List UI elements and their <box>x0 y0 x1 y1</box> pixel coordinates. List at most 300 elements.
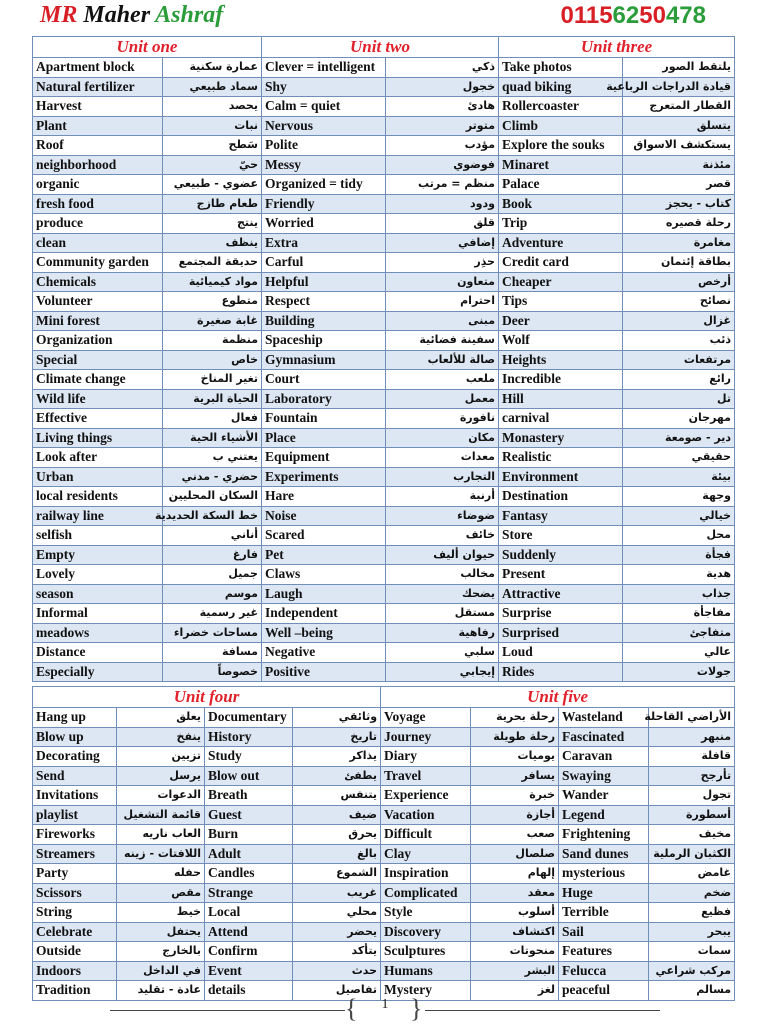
english-word: Informal <box>33 604 163 624</box>
english-word: carnival <box>499 409 623 429</box>
arabic-meaning: يرسل <box>117 766 205 786</box>
arabic-meaning: محل <box>623 526 735 546</box>
arabic-meaning: أسطورة <box>649 805 735 825</box>
arabic-meaning: مكان <box>386 428 499 448</box>
arabic-meaning: تأرجح <box>649 766 735 786</box>
english-word: mysterious <box>559 864 649 884</box>
arabic-meaning: الكثبان الرملية <box>649 844 735 864</box>
arabic-meaning: مساحات خضراء <box>163 623 262 643</box>
arabic-meaning: ودود <box>386 194 499 214</box>
english-word: Fascinated <box>559 727 649 747</box>
table-row <box>33 805 735 825</box>
english-word: Surprised <box>499 623 623 643</box>
english-word: Guest <box>205 805 293 825</box>
english-word: Especially <box>33 662 163 682</box>
english-word: Adventure <box>499 233 623 253</box>
arabic-meaning: أرنبة <box>386 487 499 507</box>
arabic-meaning: يحرق <box>293 825 381 845</box>
english-word: Burn <box>205 825 293 845</box>
arabic-meaning: خجول <box>386 77 499 97</box>
english-word: Adult <box>205 844 293 864</box>
author-brand <box>40 2 223 29</box>
table-row <box>33 116 735 136</box>
brand-first-name: Maher <box>83 2 151 28</box>
arabic-meaning: عالي <box>623 643 735 663</box>
arabic-meaning: بالغ <box>293 844 381 864</box>
english-word: Candles <box>205 864 293 884</box>
arabic-meaning: مئذنة <box>623 155 735 175</box>
unit-heading: Unit one <box>33 37 262 58</box>
english-word: Climb <box>499 116 623 136</box>
page-header <box>0 0 768 34</box>
arabic-meaning: حديقة المجتمع <box>163 253 262 273</box>
english-word: Claws <box>262 565 386 585</box>
english-word: playlist <box>33 805 117 825</box>
english-word: Wolf <box>499 331 623 351</box>
arabic-meaning: الحياة البرية <box>163 389 262 409</box>
english-word: Attractive <box>499 584 623 604</box>
arabic-meaning: منظمة <box>163 331 262 351</box>
english-word: Carful <box>262 253 386 273</box>
english-word: Blow up <box>33 727 117 747</box>
table-row <box>33 584 735 604</box>
arabic-meaning: اللافتات - زينه <box>117 844 205 864</box>
arabic-meaning: ذكي <box>386 58 499 78</box>
arabic-meaning: رحلة قصيره <box>623 214 735 234</box>
table-row <box>33 643 735 663</box>
arabic-meaning: ضيف <box>293 805 381 825</box>
arabic-meaning: ينفخ <box>117 727 205 747</box>
english-word: Monastery <box>499 428 623 448</box>
arabic-meaning: إلهام <box>471 864 559 884</box>
english-word: Hare <box>262 487 386 507</box>
english-word: Huge <box>559 883 649 903</box>
arabic-meaning: مؤدب <box>386 136 499 156</box>
english-word: Celebrate <box>33 922 117 942</box>
english-word: Incredible <box>499 370 623 390</box>
english-word: Laboratory <box>262 389 386 409</box>
english-word: Pet <box>262 545 386 565</box>
arabic-meaning: القطار المتعرج <box>623 97 735 117</box>
english-word: Outside <box>33 942 117 962</box>
table-row <box>33 506 735 526</box>
arabic-meaning: معدات <box>386 448 499 468</box>
english-word: Mini forest <box>33 311 163 331</box>
english-word: Living things <box>33 428 163 448</box>
english-word: Fountain <box>262 409 386 429</box>
arabic-meaning: حيوان أليف <box>386 545 499 565</box>
english-word: Urban <box>33 467 163 487</box>
english-word: Humans <box>381 961 471 981</box>
english-word: Explore the souks <box>499 136 623 156</box>
arabic-meaning: غريب <box>293 883 381 903</box>
english-word: Volunteer <box>33 292 163 312</box>
arabic-meaning: نبات <box>163 116 262 136</box>
english-word: Send <box>33 766 117 786</box>
table-row <box>33 961 735 981</box>
arabic-meaning: في الداخل <box>117 961 205 981</box>
english-word: Extra <box>262 233 386 253</box>
english-word: Distance <box>33 643 163 663</box>
arabic-meaning: قلق <box>386 214 499 234</box>
arabic-meaning: يوميات <box>471 747 559 767</box>
table-row <box>33 487 735 507</box>
english-word: Journey <box>381 727 471 747</box>
table-row <box>33 727 735 747</box>
arabic-meaning: متفاجئ <box>623 623 735 643</box>
arabic-meaning: فجأة <box>623 545 735 565</box>
arabic-meaning: التجارب <box>386 467 499 487</box>
english-word: Attend <box>205 922 293 942</box>
arabic-meaning: يلتقط الصور <box>623 58 735 78</box>
table-row <box>33 233 735 253</box>
english-word: Terrible <box>559 903 649 923</box>
arabic-meaning: إضافي <box>386 233 499 253</box>
english-word: Special <box>33 350 163 370</box>
arabic-meaning: تل <box>623 389 735 409</box>
english-word: Look after <box>33 448 163 468</box>
arabic-meaning: يحضر <box>293 922 381 942</box>
phone-number <box>560 2 706 30</box>
arabic-meaning: رحلة طويلة <box>471 727 559 747</box>
arabic-meaning: سمات <box>649 942 735 962</box>
arabic-meaning: حذِر <box>386 253 499 273</box>
english-word: Store <box>499 526 623 546</box>
brand-last-name: Ashraf <box>155 2 224 28</box>
arabic-meaning: البشر <box>471 961 559 981</box>
arabic-meaning: خاص <box>163 350 262 370</box>
english-word: Event <box>205 961 293 981</box>
arabic-meaning: مسالم <box>649 981 735 1001</box>
table-row <box>33 604 735 624</box>
arabic-meaning: سفينة فضائية <box>386 331 499 351</box>
english-word: Take photos <box>499 58 623 78</box>
english-word: Experiments <box>262 467 386 487</box>
english-word: Local <box>205 903 293 923</box>
table-row <box>33 389 735 409</box>
english-word: local residents <box>33 487 163 507</box>
english-word: Book <box>499 194 623 214</box>
right-brace: } <box>410 994 423 1023</box>
table-row <box>33 545 735 565</box>
english-word: Natural fertilizer <box>33 77 163 97</box>
arabic-meaning: مركب شراعي <box>649 961 735 981</box>
english-word: Shy <box>262 77 386 97</box>
arabic-meaning: عادة - تقليد <box>117 981 205 1001</box>
english-word: selfish <box>33 526 163 546</box>
english-word: Fireworks <box>33 825 117 845</box>
english-word: Cheaper <box>499 272 623 292</box>
table-row <box>33 883 735 903</box>
arabic-meaning: وجهة <box>623 487 735 507</box>
arabic-meaning: مفاجأة <box>623 604 735 624</box>
english-word: Apartment block <box>33 58 163 78</box>
arabic-meaning: مسافة <box>163 643 262 663</box>
arabic-meaning: مغامرة <box>623 233 735 253</box>
arabic-meaning: فظيع <box>649 903 735 923</box>
table-row <box>33 292 735 312</box>
english-word: Equipment <box>262 448 386 468</box>
arabic-meaning: غامض <box>649 864 735 884</box>
phone-part: 50 <box>639 2 666 29</box>
english-word: Scissors <box>33 883 117 903</box>
table-row <box>33 58 735 78</box>
english-word: Vacation <box>381 805 471 825</box>
arabic-meaning: مواد كيميائية <box>163 272 262 292</box>
arabic-meaning: يبحر <box>649 922 735 942</box>
english-word: Laugh <box>262 584 386 604</box>
arabic-meaning: يعلق <box>117 708 205 728</box>
english-word: Calm = quiet <box>262 97 386 117</box>
english-word: Indoors <box>33 961 117 981</box>
vocabulary-sheet <box>32 36 734 1001</box>
arabic-meaning: يستكشف الاسواق <box>623 136 735 156</box>
arabic-meaning: رفاهية <box>386 623 499 643</box>
english-word: Empty <box>33 545 163 565</box>
english-word: Blow out <box>205 766 293 786</box>
english-word: Party <box>33 864 117 884</box>
table-row <box>33 844 735 864</box>
english-word: Present <box>499 565 623 585</box>
english-word: Felucca <box>559 961 649 981</box>
english-word: Effective <box>33 409 163 429</box>
english-word: railway line <box>33 506 163 526</box>
arabic-meaning: تغير المناخ <box>163 370 262 390</box>
arabic-meaning: منحوتات <box>471 942 559 962</box>
english-word: Loud <box>499 643 623 663</box>
arabic-meaning: سلبي <box>386 643 499 663</box>
arabic-meaning: تفاصيل <box>293 981 381 1001</box>
arabic-meaning: يحتفل <box>117 922 205 942</box>
arabic-meaning: بطاقة إئتمان <box>623 253 735 273</box>
arabic-meaning: ينتج <box>163 214 262 234</box>
arabic-meaning: الشموع <box>293 864 381 884</box>
arabic-meaning: منظم = مرتب <box>386 175 499 195</box>
english-word: Plant <box>33 116 163 136</box>
english-word: Style <box>381 903 471 923</box>
english-word: Respect <box>262 292 386 312</box>
arabic-meaning: صالة للألعاب <box>386 350 499 370</box>
table-row <box>33 708 735 728</box>
arabic-meaning: يضحك <box>386 584 499 604</box>
english-word: Mystery <box>381 981 471 1001</box>
english-word: Noise <box>262 506 386 526</box>
table-row <box>33 942 735 962</box>
arabic-meaning: تاريخ <box>293 727 381 747</box>
table-row <box>33 747 735 767</box>
english-word: Hang up <box>33 708 117 728</box>
arabic-meaning: متوتر <box>386 116 499 136</box>
unit-heading: Unit five <box>381 687 735 708</box>
table-row <box>33 526 735 546</box>
english-word: Helpful <box>262 272 386 292</box>
english-word: History <box>205 727 293 747</box>
english-word: String <box>33 903 117 923</box>
english-word: Worried <box>262 214 386 234</box>
footer-rule-left <box>110 1010 345 1011</box>
arabic-meaning: كتاب - يحجز <box>623 194 735 214</box>
arabic-meaning: يتنفس <box>293 786 381 806</box>
english-word: Independent <box>262 604 386 624</box>
english-word: Realistic <box>499 448 623 468</box>
english-word: Hill <box>499 389 623 409</box>
table-row <box>33 370 735 390</box>
arabic-meaning: وثائقي <box>293 708 381 728</box>
english-word: Lovely <box>33 565 163 585</box>
english-word: Court <box>262 370 386 390</box>
english-word: Decorating <box>33 747 117 767</box>
table-row <box>33 825 735 845</box>
phone-part: 478 <box>665 2 706 29</box>
english-word: Polite <box>262 136 386 156</box>
arabic-meaning: الأراضي القاحلة <box>649 708 735 728</box>
english-word: Organization <box>33 331 163 351</box>
english-word: Strange <box>205 883 293 903</box>
english-word: Voyage <box>381 708 471 728</box>
table-row <box>33 903 735 923</box>
arabic-meaning: بيئة <box>623 467 735 487</box>
page-footer <box>0 994 768 1024</box>
english-word: Nervous <box>262 116 386 136</box>
english-word: Wild life <box>33 389 163 409</box>
arabic-meaning: هادئ <box>386 97 499 117</box>
english-word: Rollercoaster <box>499 97 623 117</box>
left-brace: { <box>345 994 358 1023</box>
table-row <box>33 565 735 585</box>
arabic-meaning: طعام طازج <box>163 194 262 214</box>
arabic-meaning: غزال <box>623 311 735 331</box>
arabic-meaning: متعاون <box>386 272 499 292</box>
english-word: Rides <box>499 662 623 682</box>
english-word: Suddenly <box>499 545 623 565</box>
arabic-meaning: غير رسمية <box>163 604 262 624</box>
arabic-meaning: سَطح <box>163 136 262 156</box>
arabic-meaning: سماد طبيعي <box>163 77 262 97</box>
english-word: Sail <box>559 922 649 942</box>
english-word: Experience <box>381 786 471 806</box>
english-word: Surprise <box>499 604 623 624</box>
english-word: Well –being <box>262 623 386 643</box>
arabic-meaning: مرتفعات <box>623 350 735 370</box>
arabic-meaning: نصائح <box>623 292 735 312</box>
english-word: Climate change <box>33 370 163 390</box>
english-word: Streamers <box>33 844 117 864</box>
arabic-meaning: معمل <box>386 389 499 409</box>
english-word: Complicated <box>381 883 471 903</box>
brand-initials: MR <box>40 2 78 28</box>
english-word: Chemicals <box>33 272 163 292</box>
arabic-meaning: حضري - مدني <box>163 467 262 487</box>
table-row <box>33 467 735 487</box>
english-word: Documentary <box>205 708 293 728</box>
english-word: Spaceship <box>262 331 386 351</box>
english-word: Difficult <box>381 825 471 845</box>
unit-heading: Unit two <box>262 37 499 58</box>
english-word: Features <box>559 942 649 962</box>
arabic-meaning: يتأكد <box>293 942 381 962</box>
english-word: Sculptures <box>381 942 471 962</box>
arabic-meaning: هدية <box>623 565 735 585</box>
english-word: Wasteland <box>559 708 649 728</box>
arabic-meaning: حفله <box>117 864 205 884</box>
arabic-meaning: خائف <box>386 526 499 546</box>
arabic-meaning: جولات <box>623 662 735 682</box>
arabic-meaning: جميل <box>163 565 262 585</box>
english-word: Heights <box>499 350 623 370</box>
arabic-meaning: أرخص <box>623 272 735 292</box>
english-word: Organized = tidy <box>262 175 386 195</box>
arabic-meaning: فعال <box>163 409 262 429</box>
english-word: meadows <box>33 623 163 643</box>
arabic-meaning: بالخارج <box>117 942 205 962</box>
english-word: neighborhood <box>33 155 163 175</box>
english-word: Invitations <box>33 786 117 806</box>
arabic-meaning: السكان المحليين <box>163 487 262 507</box>
english-word: Fantasy <box>499 506 623 526</box>
english-word: Inspiration <box>381 864 471 884</box>
table-row <box>33 922 735 942</box>
table-row <box>33 766 735 786</box>
english-word: Study <box>205 747 293 767</box>
arabic-meaning: العاب ناريه <box>117 825 205 845</box>
english-word: Deer <box>499 311 623 331</box>
footer-rule-right <box>425 1010 660 1011</box>
arabic-meaning: مخالب <box>386 565 499 585</box>
english-word: Clay <box>381 844 471 864</box>
arabic-meaning: عمارة سكنية <box>163 58 262 78</box>
english-word: Breath <box>205 786 293 806</box>
unit-heading: Unit four <box>33 687 381 708</box>
arabic-meaning: منبهر <box>649 727 735 747</box>
table-row <box>33 864 735 884</box>
arabic-meaning: يحصد <box>163 97 262 117</box>
arabic-meaning: ملعب <box>386 370 499 390</box>
english-word: Discovery <box>381 922 471 942</box>
english-word: Minaret <box>499 155 623 175</box>
table-row <box>33 409 735 429</box>
units-one-to-three-table <box>32 36 735 682</box>
english-word: Diary <box>381 747 471 767</box>
table-row <box>33 623 735 643</box>
english-word: Tradition <box>33 981 117 1001</box>
english-word: Clever = intelligent <box>262 58 386 78</box>
arabic-meaning: حقيقي <box>623 448 735 468</box>
english-word: clean <box>33 233 163 253</box>
arabic-meaning: فارغ <box>163 545 262 565</box>
arabic-meaning: متطوع <box>163 292 262 312</box>
arabic-meaning: ينظف <box>163 233 262 253</box>
arabic-meaning: صلصال <box>471 844 559 864</box>
arabic-meaning: دير - صومعة <box>623 428 735 448</box>
arabic-meaning: مستقل <box>386 604 499 624</box>
arabic-meaning: فوضوي <box>386 155 499 175</box>
english-word: produce <box>33 214 163 234</box>
english-word: Tips <box>499 292 623 312</box>
table-row <box>33 155 735 175</box>
arabic-meaning: الدعوات <box>117 786 205 806</box>
english-word: Destination <box>499 487 623 507</box>
unit-header-row <box>33 37 735 58</box>
table-row <box>33 136 735 156</box>
arabic-meaning: خيط <box>117 903 205 923</box>
arabic-meaning: تجول <box>649 786 735 806</box>
arabic-meaning: أناني <box>163 526 262 546</box>
english-word: Community garden <box>33 253 163 273</box>
english-word: Caravan <box>559 747 649 767</box>
arabic-meaning: مهرجان <box>623 409 735 429</box>
english-word: Environment <box>499 467 623 487</box>
arabic-meaning: محلي <box>293 903 381 923</box>
